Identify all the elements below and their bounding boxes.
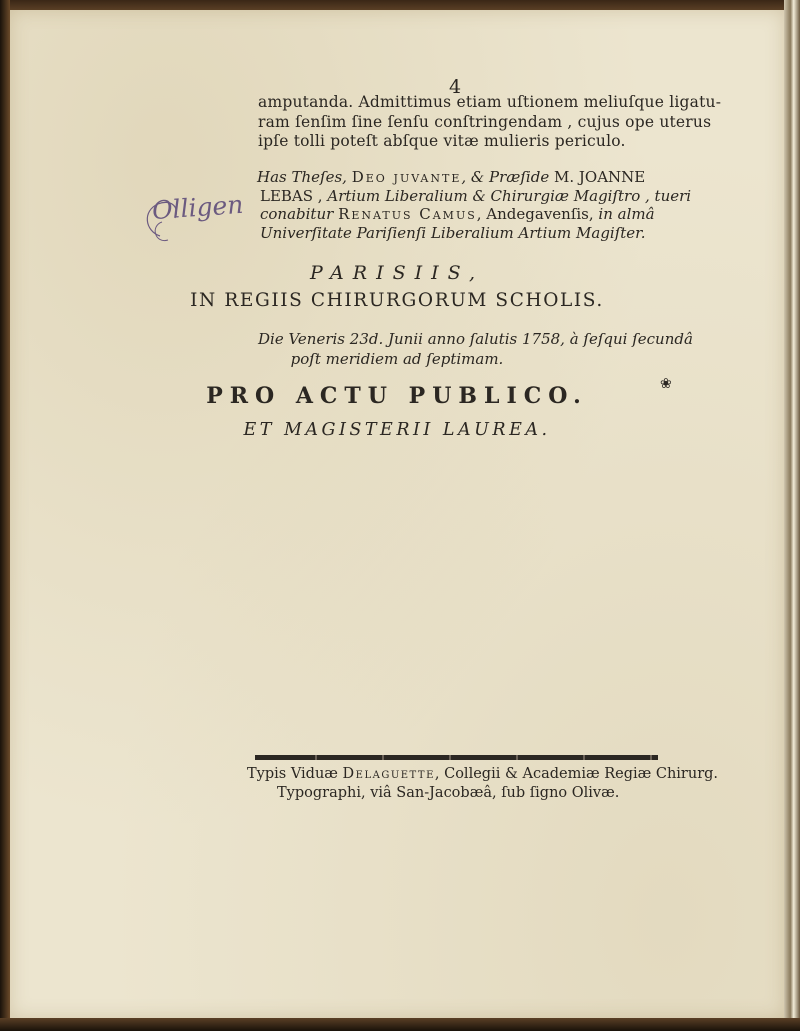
place-heading: PARISIIS,: [310, 262, 484, 284]
praeses-name: M. JOANNE: [553, 168, 646, 186]
paragraph-line-3: ipſe tolli poteſt abſque vitæ mulieris periculo.: [258, 132, 626, 150]
thesis-line-2: [260, 187, 691, 205]
in-alma: in almâ: [598, 205, 655, 223]
page-number: 4: [449, 76, 462, 98]
laurea-heading: ET MAGISTERII LAUREA.: [243, 420, 551, 440]
thesis-line-1: [257, 168, 645, 186]
imprint-collegii: , Collegii & Academiæ Regiæ Chirurg.: [434, 766, 719, 782]
ornament-icon: ❀: [660, 376, 672, 392]
schools-heading: IN REGIIS CHIRURGORUM SCHOLIS.: [190, 290, 604, 311]
paragraph-line-2: ram ſenſim ſine ſenſu conſtringendam , cujus ope uterus: [258, 113, 712, 131]
thesis-line-3: [260, 205, 655, 223]
origin: , Andegavenſis,: [476, 205, 599, 223]
date-line-1: Die Veneris 23d. Junii anno ſalutis 1758, à ſeſqui ſecundâ: [258, 330, 693, 348]
top-edge: [0, 0, 800, 10]
imprint-line-1: [247, 766, 718, 782]
imprint-typis: Typis Viduæ: [247, 766, 343, 782]
imprint-line-2: Typographi, viâ San-Jacobæâ, ſub ſigno Olivæ.: [277, 785, 620, 801]
paper-leaf: [10, 10, 784, 1018]
lebas-title: Artium Liberalium & Chirurgiæ Magiſtro , tueri: [327, 187, 692, 205]
printer-name: Delaguette: [342, 766, 435, 782]
page-edges: [784, 0, 800, 1031]
conabitur: conabitur: [260, 205, 339, 223]
paragraph-line-1: amputanda. Admittimus etiam uſtionem meliuſque ligatu-: [258, 93, 722, 111]
date-line-2: poſt meridiem ad ſeptimam.: [290, 350, 504, 368]
praeside: , & Præſide: [461, 168, 554, 186]
printer-rule: [255, 755, 658, 760]
handwritten-annotation: Olligen: [151, 189, 245, 226]
lebas-name: LEBAS ,: [260, 187, 328, 205]
thesis-line-4: Univerſitate Pariſienſi Liberalium Artium Magiſter.: [260, 224, 646, 242]
deo-juvante: Deo juvante: [351, 168, 462, 186]
binding-edge: [0, 0, 10, 1031]
respondent-name: Renatus Camus: [338, 205, 477, 223]
thesis-intro: Has Theſes,: [257, 168, 352, 186]
bottom-edge: [0, 1018, 800, 1031]
act-heading: PRO ACTU PUBLICO.: [206, 383, 588, 409]
